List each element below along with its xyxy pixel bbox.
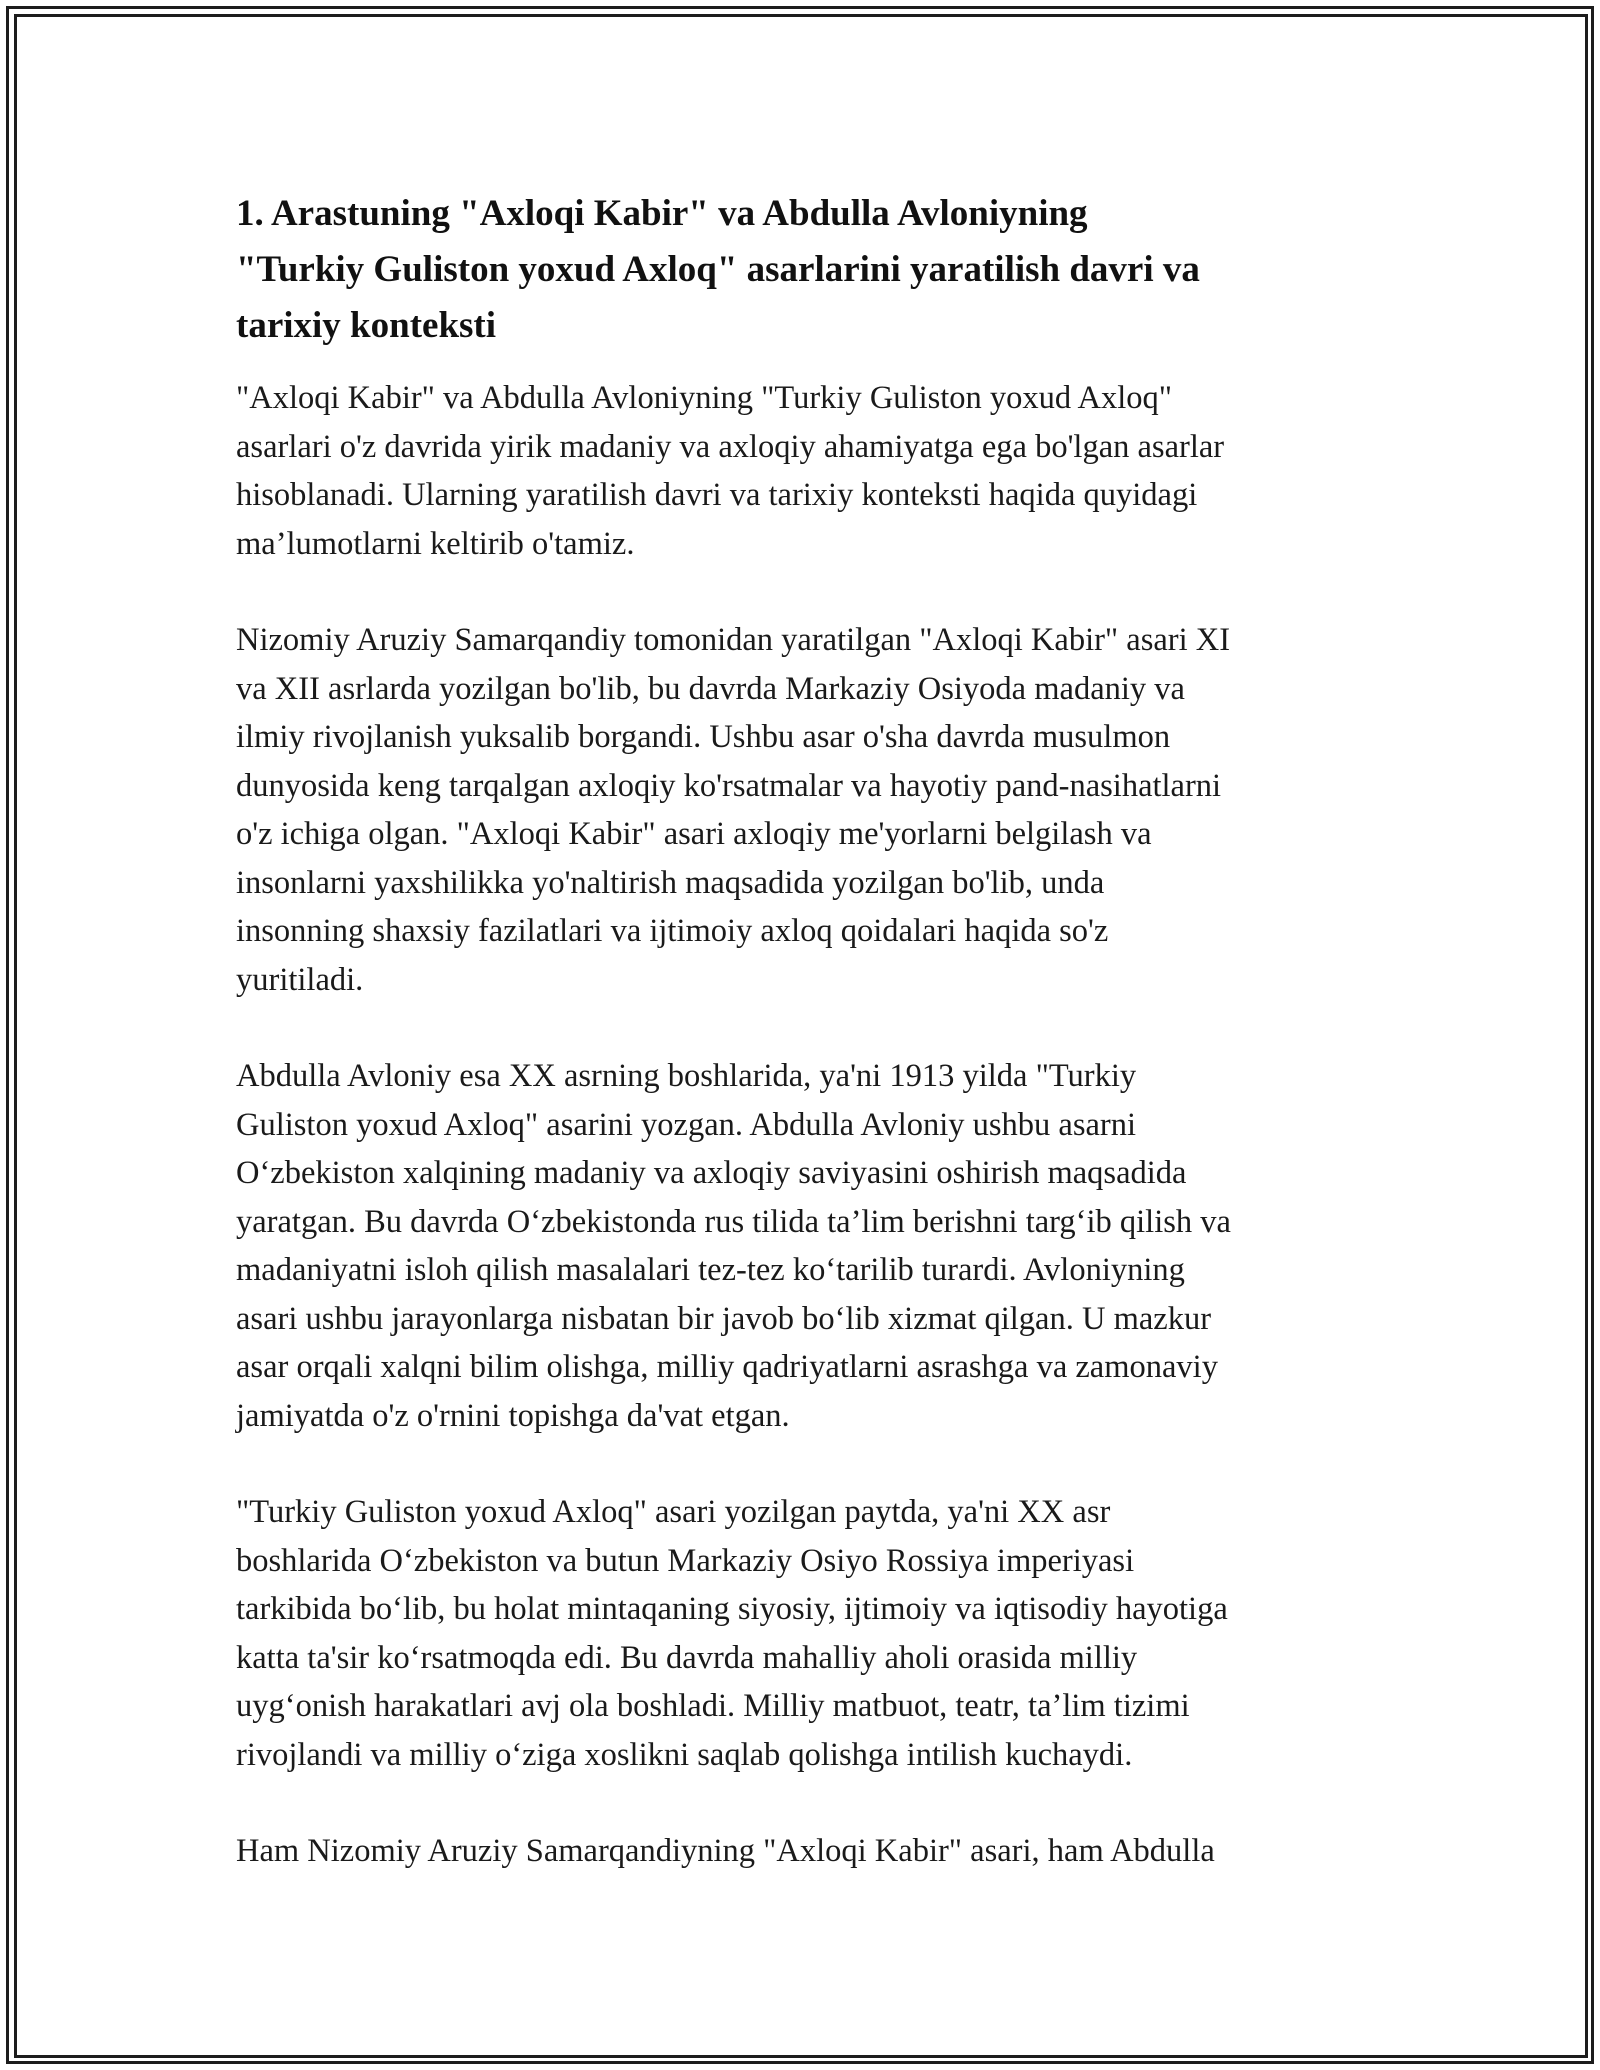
text-line: O‘zbekiston xalqining madaniy va axloqiy saviyasini oshirish maqsadida (236, 1155, 1187, 1191)
text-line: Abdulla Avloniy esa XX asrning boshlarida, ya'ni 1913 yilda "Turkiy (236, 1058, 1137, 1094)
paragraph-axloqi-kabir (236, 616, 1366, 1004)
document-body (236, 186, 1366, 1924)
paragraph-intro (236, 374, 1366, 568)
text-line: asar orqali xalqni bilim olishga, milliy qadriyatlarni asrashga va zamonaviy (236, 1349, 1218, 1385)
text-line: madaniyatni isloh qilish masalalari tez-tez ko‘tarilib turardi. Avloniyning (236, 1252, 1185, 1288)
heading-line: "Turkiy Guliston yoxud Axloq" asarlarini yaratilish davri va (236, 249, 1200, 290)
text-line: o'z ichiga olgan. "Axloqi Kabir" asari axloqiy me'yorlarni belgilash va (236, 816, 1152, 852)
text-line: asari ushbu jarayonlarga nisbatan bir javob bo‘lib xizmat qilgan. U mazkur (236, 1300, 1212, 1337)
text-line: asarlari o'z davrida yirik madaniy va axloqiy ahamiyatga ega bo'lgan asarlar (236, 428, 1225, 465)
text-line: Ham Nizomiy Aruziy Samarqandiyning "Axloqi Kabir" asari, ham Abdulla (236, 1833, 1215, 1869)
text-line: ilmiy rivojlanish yuksalib borgandi. Ushbu asar o'sha davrda musulmon (236, 719, 1171, 755)
text-line: jamiyatda o'z o'rnini topishga da'vat etgan. (236, 1397, 790, 1434)
text-line: insonlarni yaxshilikka yo'naltirish maqsadida yozilgan bo'lib, unda (236, 864, 1105, 901)
text-line: "Axloqi Kabir" va Abdulla Avloniyning "Turkiy Guliston yoxud Axloq" (236, 380, 1173, 416)
text-line: Guliston yoxud Axloq" asarini yozgan. Abdulla Avloniy ushbu asarni (236, 1106, 1137, 1143)
text-line: rivojlandi va milliy o‘ziga xoslikni saqlab qolishga intilish kuchaydi. (236, 1736, 1133, 1773)
paragraph-conclusion (236, 1827, 1366, 1876)
heading-line: tarixiy konteksti (236, 305, 497, 346)
text-line: ma’lumotlarni keltirib o'tamiz. (236, 525, 635, 562)
section-heading (236, 186, 1366, 354)
text-line: dunyosida keng tarqalgan axloqiy ko'rsatmalar va hayotiy pand-nasihatlarni (236, 767, 1222, 804)
text-line: boshlarida O‘zbekiston va butun Markaziy Osiyo Rossiya imperiyasi (236, 1542, 1135, 1579)
text-line: va XII asrlarda yozilgan bo'lib, bu davrda Markaziy Osiyoda madaniy va (236, 670, 1185, 707)
text-line: "Turkiy Guliston yoxud Axloq" asari yozilgan paytda, ya'ni XX asr (236, 1494, 1111, 1530)
text-line: Nizomiy Aruziy Samarqandiy tomonidan yaratilgan "Axloqi Kabir" asari XI (236, 622, 1231, 658)
text-line: tarkibida bo‘lib, bu holat mintaqaning siyosiy, ijtimoiy va iqtisodiy hayotiga (236, 1591, 1228, 1627)
paragraph-turkiy-guliston (236, 1488, 1366, 1779)
text-line: yaratgan. Bu davrda O‘zbekistonda rus tilida ta’lim berishni targ‘ib qilish va (236, 1203, 1231, 1240)
text-line: insonning shaxsiy fazilatlari va ijtimoiy axloq qoidalari haqida so'z (236, 913, 1109, 949)
paragraph-avloniy (236, 1052, 1366, 1440)
text-line: yuritiladi. (236, 961, 364, 998)
heading-line: 1. Arastuning "Axloqi Kabir" va Abdulla Avloniyning (236, 193, 1088, 234)
text-line: katta ta'sir ko‘rsatmoqda edi. Bu davrda mahalliy aholi orasida milliy (236, 1639, 1138, 1676)
text-line: uyg‘onish harakatlari avj ola boshladi. Milliy matbuot, teatr, ta’lim tizimi (236, 1688, 1190, 1724)
text-line: hisoblanadi. Ularning yaratilish davri va tarixiy konteksti haqida quyidagi (236, 477, 1198, 513)
